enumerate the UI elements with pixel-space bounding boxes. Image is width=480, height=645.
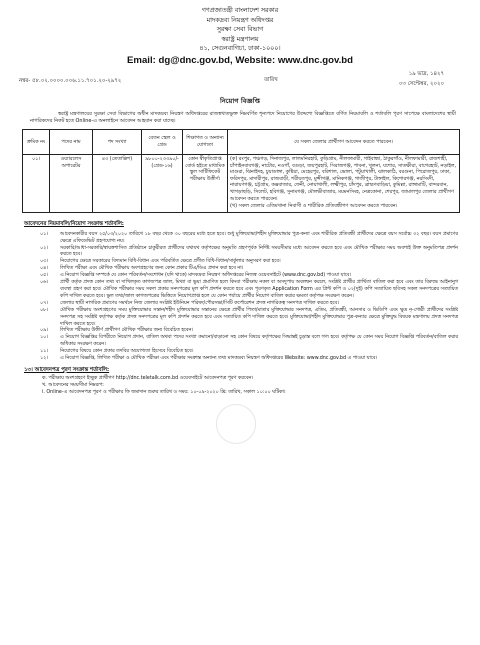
- vacancy-table: [22, 129, 460, 213]
- condition-number: ০৪।: [40, 266, 48, 272]
- condition-number: ০৮।: [40, 307, 48, 313]
- date-bangla: ১৯ ভাদ্র, ১৪২৭: [408, 70, 444, 77]
- condition-number: ১২।: [40, 356, 48, 362]
- govt-name: গণপ্রজাতন্ত্রী বাংলাদেশ সরকার: [201, 7, 279, 14]
- notice-title: নিয়োগ বিজ্ঞপ্তি: [219, 96, 261, 105]
- table-row: [23, 154, 460, 212]
- condition-item: [24, 280, 458, 301]
- date-label: তারিখ: [264, 76, 278, 83]
- application-conditions: [42, 376, 458, 397]
- condition-number: ১১।: [40, 349, 48, 355]
- cell-districts: [228, 154, 460, 212]
- header-scale: বেতন স্কেল ও গ্রেড: [142, 129, 183, 154]
- header-districts: যে সকল জেলার প্রার্থীগণ আবেদন করতে পারবেন।: [228, 129, 460, 154]
- condition-text: এ নিয়োগ বিজ্ঞপ্তি সম্পর্কে যে কোন পরিবর্তন/সংশোধন (যদি থাকে) মাদকদ্রব্য নিয়ন্ত্রণ অধিদপ্তরের নিজস্ব ওয়েবসাইটে (www.dnc.gov.bd) পাওয়া যাবে।: [60, 273, 352, 279]
- condition-number: ০৭।: [40, 300, 48, 306]
- cell-post: ওয়্যারলেস অপারেটর: [50, 154, 93, 212]
- cell-serial: ০১।: [23, 154, 50, 212]
- condition-item: [24, 308, 458, 329]
- division-name: সুরক্ষা সেবা বিভাগ: [216, 26, 264, 34]
- faint-seal: [216, 404, 256, 444]
- date-block: [399, 70, 444, 88]
- condition-text: লিখিত পরীক্ষায় উত্তীর্ণ প্রার্থীগণ মৌখিক পরীক্ষার জন্য বিবেচিত হবেন।: [60, 328, 194, 334]
- contact-line: Email: dg@dnc.gov.bd, Website: www.dnc.gov.bd: [127, 54, 353, 66]
- districts-kha: (খ) সকল জেলার এতিমখানা নিবাসী ও শারীরিক প্রতিবন্ধীগণ আবেদন করতে পারবেন।: [230, 203, 398, 210]
- header-count: পদ সংখ্যা: [93, 129, 142, 154]
- condition-item: [24, 349, 458, 356]
- table-header-row: [23, 129, 460, 154]
- condition-text: সরকারি/আধা-সরকারি/স্বায়ত্তশাসিত প্রতিষ্ঠানে চাকুরীরত প্রার্থীদের যথাযথ কর্তৃপক্ষের অনুমতি গ্রহণপূর্বক নির্দিষ্ট সময়সীমার মধ্যে আবেদন করতে হবে এবং মৌখিক পরীক্ষার সময় অবশ্যই উক্ত অনুমতিপত্র প্রদর্শন করতে হবে।: [60, 245, 458, 258]
- conditions-title: আবেদনের নিয়মাবলি/নিয়োগ সংক্রান্ত শর্তাবলি:: [24, 220, 124, 227]
- cell-scale: ৯৮০০-২৩৩৯০/- (গ্রেড-১৬): [142, 154, 183, 212]
- office-address: ৪১, সেগুনবাগিচা, ঢাকা-১০০০।: [199, 45, 281, 53]
- condition-text: আবেদনকারীর বয়স ২৫/০৩/২০২০ তারিখে ১৮ বছর থেকে ৩০ বছরের মধ্যে হতে হবে। শুধু মুক্তিযোদ্ধা/শহীদ মুক্তিযোদ্ধার পুত্র-কন্যা এবং শারীরিক প্রতিবন্ধী প্রার্থীদের ক্ষেত্রে বয়স সর্বোচ্চ ৩২ বছর। বয়স প্রমাণের ক্ষেত্রে এফিডেভিট গ্রহণযোগ্য নয়।: [60, 231, 458, 244]
- condition-item: [24, 335, 458, 349]
- districts-ka: (ক) রংপুর, পঞ্চগড়, দিনাজপুর, লালমনিরহাট, কুড়িগ্রাম, নীলফামারী, গাইবান্ধা, ঠাকুরগাঁও, নীলফামারী, রাজশাহী, চাঁপাইনবাবগঞ্জ, নাটোর, নওগাঁ, বগুড়া, জয়পুরহাট, সিরাজগঞ্জ, পাবনা, খুলনা, যশোর, সাতক্ষীরা, বাগেরহাট, নড়াইল, মাগুরা, ঝিনাইদহ, চুয়াডাঙ্গা, কুষ্টিয়া, মেহেরপুর, বরিশাল, ভোলা, পটুয়াখালী, ঝালকাঠি, বরগুনা, পিরোজপুর, ঢাকা, ফরিদপুর, মাদারীপুর, রাজবাড়ী, শরীয়তপুর, মুন্সীগঞ্জ, মানিকগঞ্জ, গাজীপুর, টাঙ্গাইল, কিশোরগঞ্জ, নরসিংদী, নারায়ণগঞ্জ, চট্টগ্রাম, কক্সবাজার, ফেনী, নোয়াখালী, লক্ষ্মীপুর, চাঁদপুর, ব্রাহ্মণবাড়িয়া, কুমিল্লা, রাঙ্গামাটি, বান্দরবান, খাগড়াছড়ি, সিলেট, হবিগঞ্জ, সুনামগঞ্জ, মৌলভীবাজার, ময়মনসিংহ, নেত্রকোনা, শেরপুর, জামালপুর জেলার প্রার্থীগণ আবেদন করতে পারবেন।: [230, 155, 457, 202]
- reference-row: [0, 67, 480, 95]
- intro-paragraph: স্বরাষ্ট্র মন্ত্রণালয়ের সুরক্ষা সেবা বিভাগের অধীন মাদকদ্রব্য নিয়ন্ত্রণ অধিদপ্তরের রাজস্বখাতভুক্ত নিম্নবর্ণিত শূন্যপদে নিয়োগের উদ্দেশ্যে বিজ্ঞপ্তিতে বর্ণিত নিয়মাবলি ও শর্তাবলি পূরণ সাপেক্ষে বাংলাদেশের স্থায়ী নাগরিকদের নিকট হতে Online-এ অনলাইনে আবেদন আহবান করা যাচ্ছে।: [30, 110, 456, 124]
- header-serial: ক্রমিক নং: [23, 129, 50, 154]
- conditions-list: [24, 232, 458, 363]
- condition-number: ০৫।: [40, 273, 48, 279]
- condition-text: মৌখিক পরীক্ষায় অংশগ্রহণের সময় মুক্তিযোদ্ধার সন্তান/শহীদ মুক্তিযোদ্ধার সন্তানের ক্ষেত্রে প্রার্থীর পিতা/মাতার মুক্তিযোদ্ধার সনদপত্র, এতিম, প্রতিবন্ধী, আনসার ও ভিডিপি এবং ক্ষুদ্র নৃ-গোষ্ঠী প্রার্থীদের সংশ্লিষ্ট সনদপত্র সহ সংশ্লিষ্ট কর্তৃপক্ষ কর্তৃক প্রদত্ত সনদপত্রের মূল কপি প্রদর্শন করতে হবে এবং সত্যায়িত কপি দাখিল করতে হবে। মুক্তিযোদ্ধা/শহীদ মুক্তিযোদ্ধার পুত্র-কন্যার ক্ষেত্রে মুক্তিযুদ্ধ বিষয়ক মন্ত্রণালয় প্রদত্ত সনদপত্র দাখিল করতে হবে।: [60, 307, 458, 327]
- application-line: খ. আবেদনের সময়সীমা নিম্নরূপ:: [42, 382, 104, 388]
- condition-number: ১০।: [40, 335, 48, 341]
- condition-text: লিখিত পরীক্ষা এবং মৌখিক পরীক্ষায় অংশগ্রহণের জন্য কোন প্রকার টিএ/ডিএ প্রদান করা হবে না।: [60, 266, 244, 272]
- condition-text: এ নিয়োগ বিজ্ঞপ্তির বিপরীতে নিয়োগ প্রদান, বাতিল অথবা পদের সংখ্যা কমানো/বাড়ানো সহ কোন বিষয়ে কর্তৃপক্ষের সিদ্ধান্তই চূড়ান্ত বলে গণ্য হবে। কর্তৃপক্ষ যে কোন সময় নিয়োগ বিজ্ঞপ্তি পরিবর্তন/বাতিল করার অধিকার সংরক্ষণ করেন।: [60, 335, 458, 348]
- condition-number: ০৯।: [40, 328, 48, 334]
- condition-number: ০৩।: [40, 259, 48, 265]
- condition-text: জেলার স্থায়ী নাগরিক প্রমাণের সমর্থনে নিজ জেলার সংশ্লিষ্ট ইউনিয়ন পরিষদ/পৌরসভা/সিটি কর্পোরেশন প্রদত্ত নাগরিকত্ব সনদপত্র দাখিল করতে হবে।: [60, 300, 339, 306]
- condition-number: ০৬।: [40, 280, 48, 286]
- condition-item: [24, 246, 458, 260]
- condition-number: ০১।: [40, 231, 48, 237]
- condition-text: নিয়োগের বিষয়ে কোন প্রকার তদবির অযোগ্যতা হিসেবে বিবেচিত হবে।: [60, 349, 194, 355]
- condition-item: [24, 232, 458, 246]
- cell-qualification: কোন স্বীকৃতিপ্রাপ্ত বোর্ড হইতে মাধ্যমিক স্কুল সার্টিফিকেট পরীক্ষায় উত্তীর্ণ।: [183, 154, 228, 212]
- ministry-name: স্বরাষ্ট্র মন্ত্রণালয়: [221, 35, 259, 43]
- cell-count: ৪৩ (তেতাল্লিশ): [93, 154, 142, 212]
- department-name: মাদকদ্রব্য নিয়ন্ত্রণ অধিদপ্তর: [206, 16, 274, 24]
- condition-number: ০২।: [40, 245, 48, 251]
- application-line: i. Online-এ আবেদনপত্র পূরণ ও পরীক্ষার ফি জমাদান শুরুর তারিখ ও সময়: ১০-০৯-২০২০ খ্রি: তারিখ, সকাল ১০:০০ ঘটিকা।: [42, 389, 286, 395]
- condition-item: [24, 356, 458, 363]
- condition-text: নিয়োগের ক্ষেত্রে সরকারের বিদ্যমান বিধি-বিধান এবং পরিবর্তিত ক্ষেত্রে প্রণীত বিধি-বিধান/সার্কুলার অনুসরণ করা হবে।: [60, 259, 281, 265]
- condition-text: প্রার্থী কর্তৃক প্রদত্ত কোন তথ্য বা দাখিলকৃত কাগজপত্র জাল, মিথ্যা বা ভুয়া প্রমাণিত হলে কিংবা পরীক্ষায় নকল বা অসদুপায় অবলম্বন করলে, সংশ্লিষ্ট প্রার্থীর প্রার্থিতা বাতিল করা হবে এবং তার বিরুদ্ধে আইনানুগ ব্যবস্থা গ্রহণ করা হবে। মৌখিক পরীক্ষার সময় সকল প্রকার সনদপত্রের মূল কপি প্রদর্শন করতে হবে এবং পূরণকৃত Application Form এর প্রিন্ট কপি ও ০২(দুই) কপি সত্যায়িত ছবিসহ সকল সনদপত্রের সত্যায়িত কপি দাখিল করতে হবে। ভুল তথ্য/জাল কাগজপত্রের ভিত্তিতে নিয়োগপ্রাপ্ত হলে যে কোন পর্যায়ে প্রার্থীর নিয়োগ বাতিল করার ক্ষমতা কর্তৃপক্ষ সংরক্ষণ করেন।: [60, 280, 458, 299]
- header-qualification: শিক্ষাগত ও অন্যান্য যোগ্যতা: [183, 129, 228, 154]
- date-english: ০৩ সেপ্টেম্বর, ২০২০: [398, 80, 444, 87]
- application-title: ১৩। আবেদনপত্র পূরণ সংক্রান্ত শর্তাবলি:: [24, 366, 110, 373]
- condition-text: এ নিয়োগ বিজ্ঞপ্তি, লিখিত পরীক্ষা ও মৌখিক পরীক্ষা এবং পরীক্ষার সংক্রান্ত অন্যান্য তথ্য মাদকদ্রব্য নিয়ন্ত্রণ অধিদপ্তরের Website: www.dnc.gov.bd এ পাওয়া যাবে।: [60, 356, 378, 362]
- memo-number: নম্বর- ৫৮.০২.০০০০.০০৬.১১.৭০১.২০-২৯৭২: [19, 77, 122, 84]
- condition-item: [24, 301, 458, 308]
- header-post: পদের নাম: [50, 129, 93, 154]
- letterhead: [0, 0, 480, 67]
- application-line: ক. পরীক্ষায় অংশগ্রহণে ইচ্ছুক প্রার্থীগণ http://dnc.teletalk.com.bd ওয়েবসাইটে আবেদনপত্র পূরণ করবেন।: [42, 375, 254, 381]
